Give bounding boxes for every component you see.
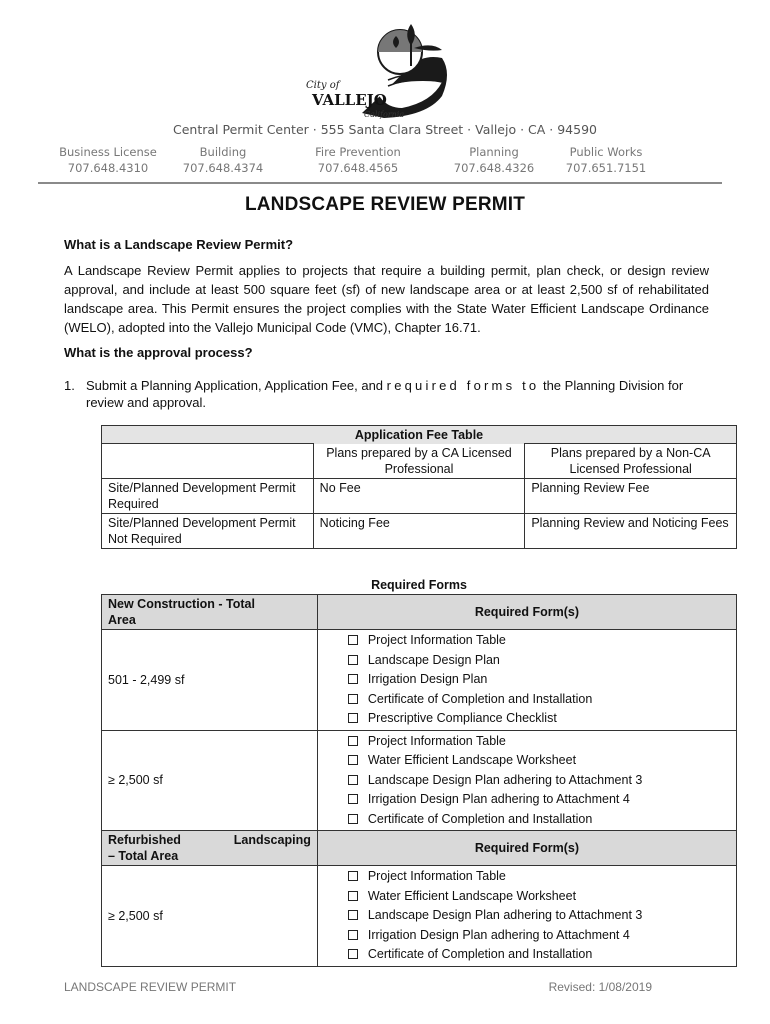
- fee-cell: No Fee: [313, 479, 525, 514]
- table-row: [102, 514, 737, 549]
- list-item: Irrigation Design Plan: [348, 670, 730, 690]
- section1-header-left: [102, 595, 318, 630]
- permit-description: A Landscape Review Permit applies to projects that require a building permit, plan check, or design review approval, and include at least 500 square feet (sf) of new landscape area or at least 2,500 sf of rehabilitated landscape area. This Permit ensures the project complies with the State Water Efficient Landscape Ordinance (WELO), adopted into the Vallejo Municipal Code (VMC), Chapter 16.71.: [64, 263, 709, 335]
- vallejo-logo-graphic: [292, 18, 472, 123]
- footer-revised-date: Revised: 1/08/2019: [548, 980, 652, 994]
- section1-header-line1: New Construction - Total: [108, 597, 255, 611]
- logo-state: California: [364, 110, 405, 119]
- list-item: Project Information Table: [348, 732, 730, 752]
- dept-phone: 707.648.4310: [67, 161, 149, 175]
- list-item: Certificate of Completion and Installation: [348, 945, 730, 965]
- list-item: Landscape Design Plan adhering to Attachment 3: [348, 906, 730, 926]
- checkbox-icon: [348, 910, 358, 920]
- step-text-a: Submit a Planning Application, Application Fee, and: [86, 378, 384, 393]
- dept-name: Planning: [469, 145, 519, 159]
- logo-city-of: City of: [306, 80, 340, 91]
- dept-public-works: [536, 144, 676, 176]
- checkbox-icon: [348, 674, 358, 684]
- fee-row-label: Site/Planned Development Permit Not Required: [102, 514, 314, 549]
- dept-fire-prevention: [288, 144, 428, 176]
- fee-cell: Planning Review and Noticing Fees: [525, 514, 737, 549]
- checkbox-icon: [348, 736, 358, 746]
- dept-name: Building: [199, 145, 247, 159]
- checkbox-icon: [348, 891, 358, 901]
- header-divider: [38, 182, 722, 184]
- step-text-b: the Planning Division for review and approval.: [86, 378, 684, 410]
- fee-col-header-non-ca: Plans prepared by a Non-CA Licensed Professional: [525, 444, 737, 479]
- application-fee-table: [101, 425, 737, 549]
- list-item: Landscape Design Plan adhering to Attachment 3: [348, 771, 730, 791]
- area-cell: 501 - 2,499 sf: [102, 630, 318, 731]
- dept-building: [153, 144, 293, 176]
- dept-phone: 707.648.4374: [182, 161, 264, 175]
- step-1: [64, 377, 709, 413]
- list-item: Project Information Table: [348, 631, 730, 651]
- forms-cell: [317, 630, 736, 731]
- list-item: Water Efficient Landscape Worksheet: [348, 887, 730, 907]
- step-text: [86, 377, 706, 411]
- page-title: LANDSCAPE REVIEW PERMIT: [244, 194, 526, 215]
- dept-name: Public Works: [569, 145, 643, 159]
- checkbox-icon: [348, 635, 358, 645]
- question-what-is-permit: What is a Landscape Review Permit?: [64, 237, 294, 252]
- department-contacts: [38, 144, 738, 180]
- section1-header-line2: Area: [108, 613, 136, 627]
- question-approval-process: What is the approval process?: [64, 345, 253, 360]
- list-item: Landscape Design Plan: [348, 651, 730, 671]
- area-cell: ≥ 2,500 sf: [102, 730, 318, 831]
- table-row: [102, 866, 737, 967]
- table-row: [102, 479, 737, 514]
- fee-col-header-ca: Plans prepared by a CA Licensed Professional: [313, 444, 525, 479]
- list-item: Irrigation Design Plan adhering to Attachment 4: [348, 790, 730, 810]
- dept-phone: 707.651.7151: [565, 161, 647, 175]
- checkbox-icon: [348, 655, 358, 665]
- checkbox-icon: [348, 775, 358, 785]
- checkbox-icon: [348, 871, 358, 881]
- checkbox-icon: [348, 814, 358, 824]
- step-number: 1.: [64, 378, 75, 393]
- section2-header-left: [102, 831, 318, 866]
- checkbox-icon: [348, 794, 358, 804]
- fee-cell: Planning Review Fee: [525, 479, 737, 514]
- forms-cell: [317, 730, 736, 831]
- required-forms-table: [101, 576, 737, 967]
- checkbox-icon: [348, 755, 358, 765]
- dept-name: Fire Prevention: [315, 145, 401, 159]
- step-text-spaced: required forms to: [386, 378, 540, 393]
- checkbox-icon: [348, 694, 358, 704]
- dept-phone: 707.648.4565: [317, 161, 399, 175]
- section1-header-right: Required Form(s): [317, 595, 736, 630]
- forms-cell: [317, 866, 736, 967]
- forms-table-caption: Required Forms: [102, 576, 737, 595]
- logo-city-name: VALLEJO: [312, 91, 387, 109]
- city-logo: [292, 18, 472, 123]
- list-item: Irrigation Design Plan adhering to Attachment 4: [348, 926, 730, 946]
- list-item: Certificate of Completion and Installation: [348, 810, 730, 830]
- dept-name: Business License: [59, 145, 157, 159]
- list-item: Project Information Table: [348, 867, 730, 887]
- dept-phone: 707.648.4326: [453, 161, 535, 175]
- permit-center-address: Central Permit Center · 555 Santa Clara Street · Vallejo · CA · 94590: [172, 122, 597, 137]
- fee-table-caption: Application Fee Table: [102, 426, 737, 444]
- fee-row-label: Site/Planned Development Permit Required: [102, 479, 314, 514]
- section2-header-right: Required Form(s): [317, 831, 736, 866]
- checkbox-icon: [348, 949, 358, 959]
- fee-cell: Noticing Fee: [313, 514, 525, 549]
- section2-header-line1: Refurbished Landscaping: [108, 833, 311, 847]
- list-item: Certificate of Completion and Installation: [348, 690, 730, 710]
- fee-col-header-empty: [102, 444, 314, 479]
- checkbox-icon: [348, 930, 358, 940]
- area-cell: ≥ 2,500 sf: [102, 866, 318, 967]
- table-row: [102, 630, 737, 731]
- table-row: [102, 730, 737, 831]
- section2-header-line2: – Total Area: [108, 849, 179, 863]
- list-item: Water Efficient Landscape Worksheet: [348, 751, 730, 771]
- footer-title: LANDSCAPE REVIEW PERMIT: [64, 980, 237, 994]
- list-item: Prescriptive Compliance Checklist: [348, 709, 730, 729]
- checkbox-icon: [348, 713, 358, 723]
